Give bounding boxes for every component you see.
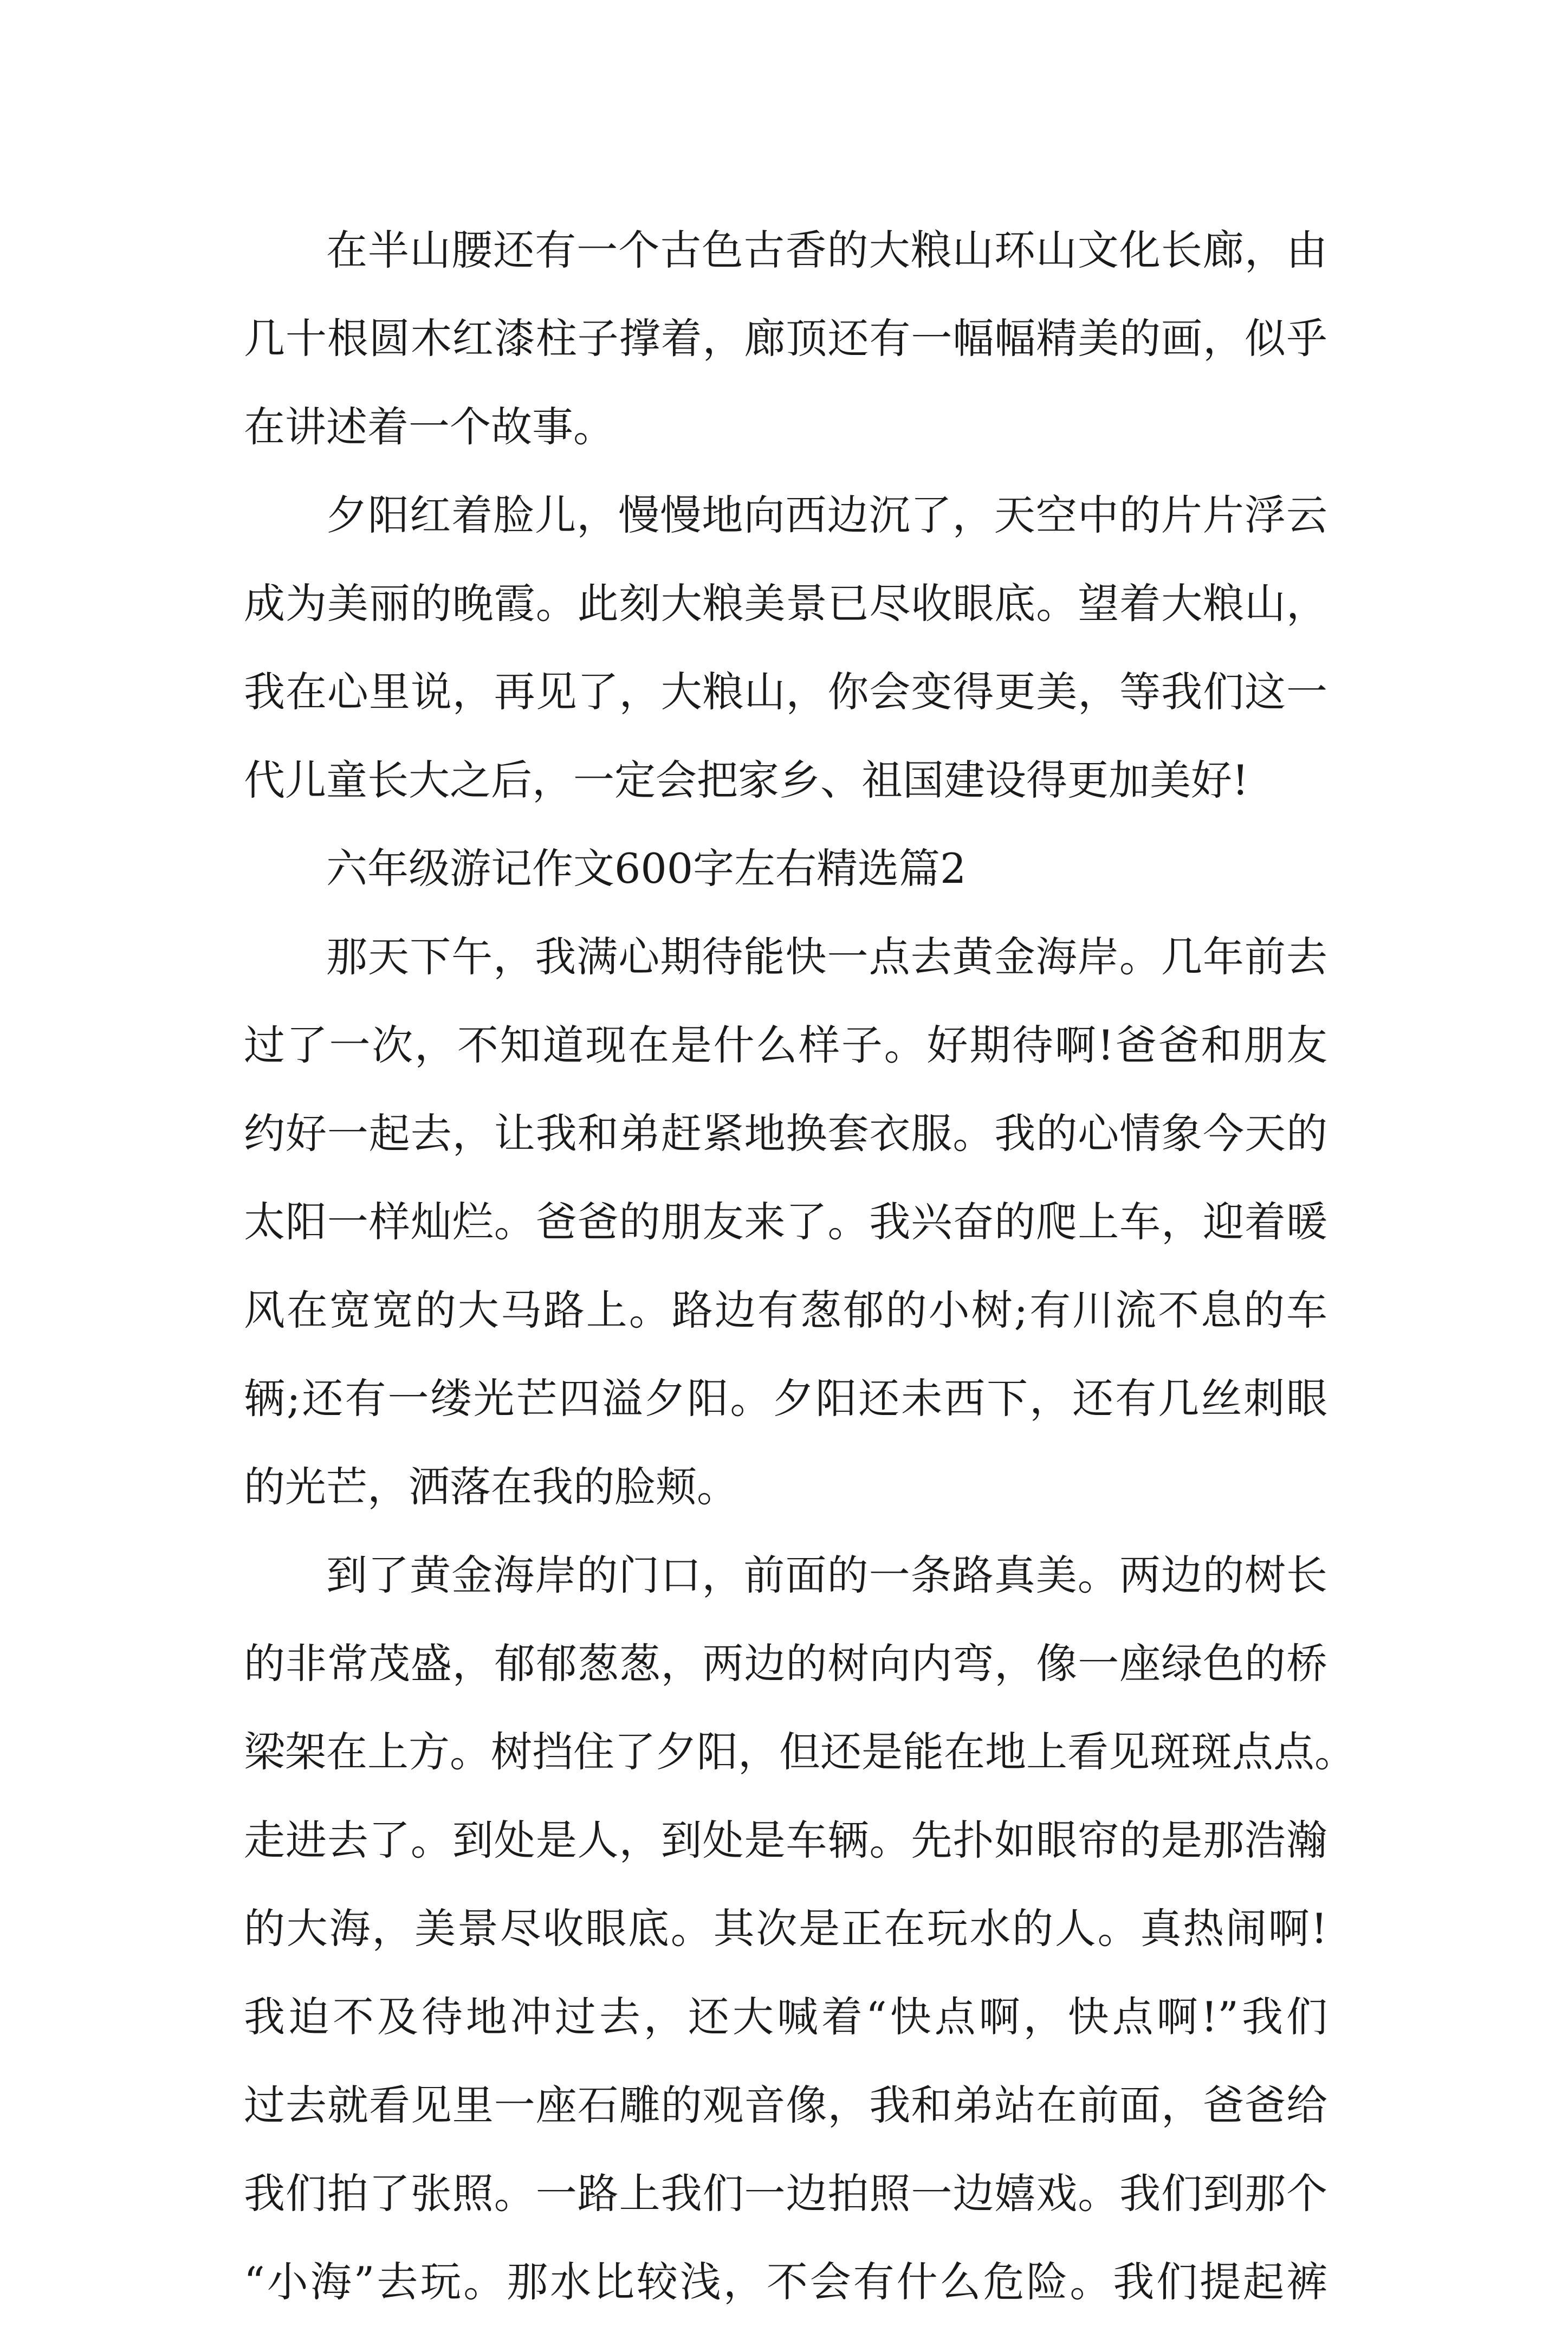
paragraph-corridor xyxy=(244,206,1327,471)
text-line: 成为美丽的晚霞。此刻大粮美景已尽收眼底。望着大粮山， xyxy=(244,579,1327,628)
text-line: 的非常茂盛，郁郁葱葱，两边的树向内弯，像一座绿色的桥 xyxy=(244,1639,1327,1688)
text-line: 我在心里说，再见了，大粮山，你会变得更美，等我们这一 xyxy=(244,668,1327,716)
text-line: 的大海，美景尽收眼底。其次是正在玩水的人。真热闹啊! xyxy=(244,1904,1327,1953)
text-line: “小海”去玩。那水比较浅，不会有什么危险。我们提起裤 xyxy=(244,2258,1327,2306)
text-line: 梁架在上方。树挡住了夕阳，但还是能在地上看见斑斑点点。 xyxy=(244,1728,1356,1776)
paragraph-sunset xyxy=(244,471,1327,824)
text-line: 几十根圆木红漆柱子撑着，廊顶还有一幅幅精美的画，似乎 xyxy=(244,314,1327,363)
heading-text: 六年级游记作文600字左右精选篇2 xyxy=(326,844,967,893)
text-line: 到了黄金海岸的门口，前面的一条路真美。两边的树长 xyxy=(326,1551,1327,1599)
text-line: 走进去了。到处是人，到处是车辆。先扑如眼帘的是那浩瀚 xyxy=(244,1816,1327,1864)
article-body xyxy=(244,206,1356,2326)
text-line: 太阳一样灿烂。爸爸的朋友来了。我兴奋的爬上车，迎着暖 xyxy=(244,1198,1327,1246)
text-line: 的光芒，洒落在我的脸颊。 xyxy=(244,1463,738,1511)
text-line: 我们拍了张照。一路上我们一边拍照一边嬉戏。我们到那个 xyxy=(244,2169,1327,2218)
text-line: 辆;还有一缕光芒四溢夕阳。夕阳还未西下，还有几丝刺眼 xyxy=(244,1374,1327,1423)
text-line: 过去就看见里一座石雕的观音像，我和弟站在前面，爸爸给 xyxy=(244,2081,1327,2129)
text-line: 代儿童长大之后，一定会把家乡、祖国建设得更加美好! xyxy=(244,756,1249,804)
text-line: 在半山腰还有一个古色古香的大粮山环山文化长廊，由 xyxy=(326,226,1327,274)
text-line: 我迫不及待地冲过去，还大喊着“快点啊，快点啊!”我们 xyxy=(244,1993,1327,2041)
text-line: 在讲述着一个故事。 xyxy=(244,403,614,451)
text-line: 夕阳红着脸儿，慢慢地向西边沉了，天空中的片片浮云 xyxy=(326,491,1327,539)
text-line: 风在宽宽的大马路上。路边有葱郁的小树;有川流不息的车 xyxy=(244,1286,1327,1334)
text-line: 过了一次，不知道现在是什么样子。好期待啊!爸爸和朋友 xyxy=(244,1021,1327,1069)
paragraph-trip-start xyxy=(244,913,1327,1531)
paragraph-golden-coast xyxy=(244,1531,1356,2326)
text-line: 那天下午，我满心期待能快一点去黄金海岸。几年前去 xyxy=(326,933,1327,981)
section-heading xyxy=(244,824,1327,913)
text-line: 约好一起去，让我和弟赶紧地换套衣服。我的心情象今天的 xyxy=(244,1109,1327,1158)
